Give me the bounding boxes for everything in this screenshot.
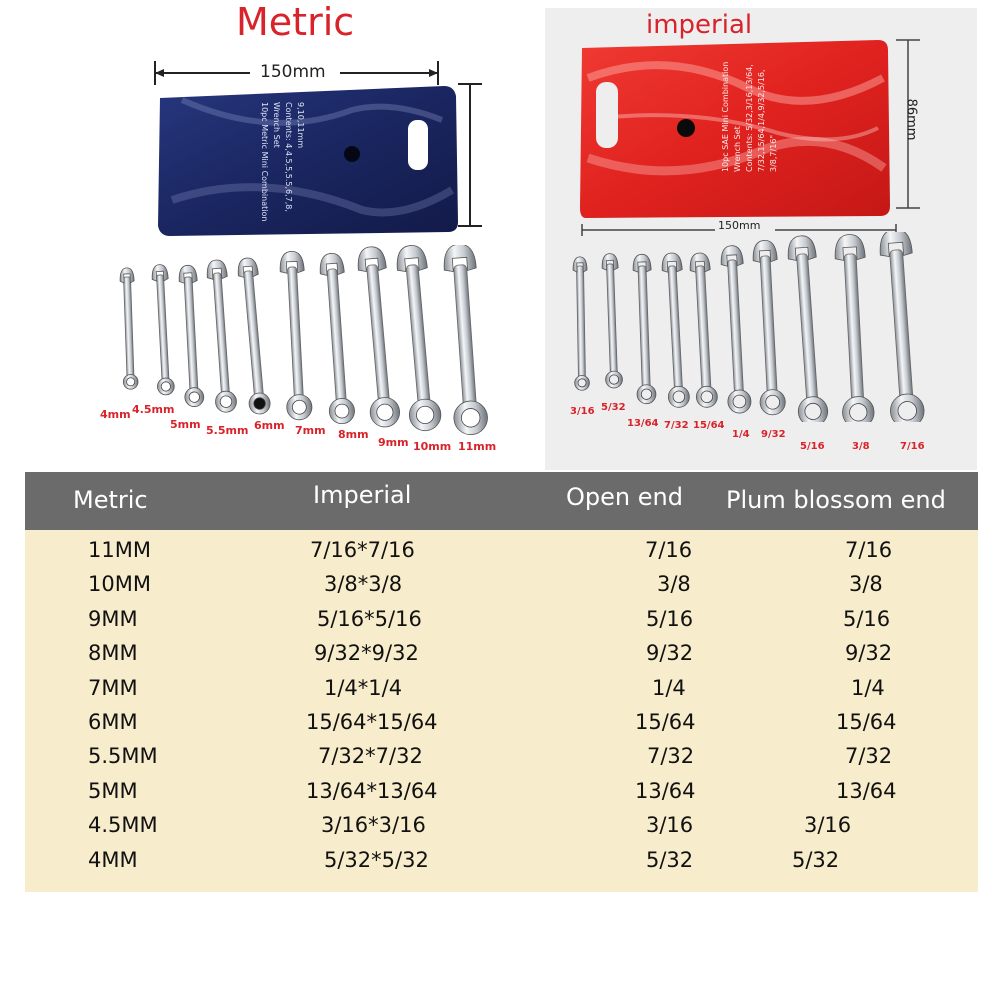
svg-text:Wrench Set: [272, 102, 281, 148]
imperial-wrench-label: 7/32: [664, 420, 689, 431]
cell-imperial: 15/64*15/64: [306, 710, 438, 734]
cell-plum-blossom-end: 15/64: [836, 710, 897, 734]
imperial-wrench-label: 1/4: [732, 429, 750, 440]
svg-text:9,10,11mm: [296, 102, 305, 148]
cell-open-end: 13/64: [635, 778, 696, 803]
cell-imperial: 9/32*9/32: [314, 641, 419, 666]
imperial-wrench: [689, 252, 718, 407]
cell-plum-blossom-end: 7/16: [845, 538, 893, 562]
cell-plum-blossom-end: 5/32: [792, 847, 840, 872]
imperial-wrench-label: 7/16: [900, 441, 925, 452]
size-conversion-table: [25, 472, 978, 892]
header-open-end: Open end: [566, 483, 683, 511]
imperial-wrench-label: 13/64: [627, 418, 659, 429]
imperial-pouch-line-2: Wrench Set: [733, 126, 742, 172]
metric-wrench: [206, 259, 238, 413]
imperial-wrench-label: 15/64: [693, 420, 725, 431]
metric-wrench-label: 4mm: [100, 408, 131, 421]
cell-open-end: 5/32: [646, 847, 694, 872]
table-header: [25, 472, 978, 530]
metric-wrench: [178, 265, 204, 407]
cell-metric: 11MM: [88, 538, 151, 562]
cell-metric: 10MM: [88, 572, 151, 597]
cell-metric: 7MM: [88, 675, 138, 700]
imperial-wrench-label: 5/16: [800, 441, 825, 452]
cell-plum-blossom-end: 13/64: [836, 778, 897, 803]
cell-imperial: 7/16*7/16: [310, 538, 415, 562]
imperial-width-label: 150mm: [718, 219, 761, 232]
cell-imperial: 7/32*7/32: [318, 744, 423, 769]
metric-wrench: [356, 246, 401, 429]
cell-imperial: 3/16*3/16: [321, 813, 426, 838]
imperial-wrench: [572, 257, 589, 391]
cell-open-end: 9/32: [646, 641, 694, 666]
metric-wrench: [236, 257, 271, 415]
cell-metric: 8MM: [88, 641, 138, 666]
cell-plum-blossom-end: 1/4: [851, 675, 885, 700]
metric-wrench-label: 9mm: [378, 436, 409, 449]
cell-metric: 5MM: [88, 778, 138, 803]
imperial-pouch-line-3: Contents: 5/32,3/16,13/64,: [745, 64, 754, 172]
imperial-wrench-label: 5/32: [601, 402, 626, 413]
metric-wrench-label: 5.5mm: [206, 424, 249, 437]
metric-wrench: [119, 268, 138, 390]
svg-text:10pc Metric Mini Combination: [260, 102, 269, 221]
metric-wrench-label: 6mm: [254, 419, 285, 432]
imperial-wrench-label: 3/16: [570, 406, 595, 417]
cell-plum-blossom-end: 3/8: [849, 572, 883, 597]
metric-wrench-label: 4.5mm: [132, 403, 175, 416]
svg-text:Contents: 4,4.5,5,5.5,6,7,8,: [284, 102, 293, 212]
metric-width-label: 150mm: [260, 62, 326, 82]
cell-metric: 5.5MM: [88, 744, 158, 769]
imperial-pouch-line-4: 7/32,15/64,1/4,9/32,5/16,: [757, 69, 766, 172]
cell-metric: 4.5MM: [88, 813, 158, 838]
cell-open-end: 7/16: [645, 538, 693, 562]
cell-plum-blossom-end: 9/32: [845, 641, 893, 666]
header-plum-blossom-end: Plum blossom end: [726, 486, 946, 514]
imperial-pouch-line-5: 3/8,7/16": [769, 134, 778, 172]
imperial-height-label: 86mm: [903, 98, 919, 141]
header-metric: Metric: [73, 486, 148, 514]
imperial-wrench-label: 3/8: [852, 441, 870, 452]
metric-pouch-line-1: 10pc Metric Mini Combination: [260, 102, 269, 222]
metric-pouch-line-2: Wrench Set: [272, 102, 281, 148]
metric-wrench-label: 11mm: [458, 440, 497, 453]
metric-pouch: [152, 80, 462, 238]
cell-plum-blossom-end: 3/16: [804, 813, 852, 838]
cell-metric: 6MM: [88, 710, 138, 734]
cell-open-end: 15/64: [635, 710, 696, 734]
svg-text:7/32,15/64,1/4,9/32,5/16,: [757, 69, 766, 172]
cell-metric: 4MM: [88, 847, 138, 872]
cell-metric: 9MM: [88, 606, 138, 631]
metric-wrench-label: 7mm: [295, 424, 326, 437]
cell-open-end: 3/8: [657, 572, 691, 597]
cell-open-end: 7/32: [647, 744, 695, 769]
metric-wrench-label: 5mm: [170, 418, 201, 431]
metric-title: Metric: [236, 0, 355, 44]
imperial-wrench-label: 9/32: [761, 429, 786, 440]
svg-text:10pc SAE Mini Combination: [721, 62, 730, 172]
imperial-wrench: [752, 240, 786, 416]
metric-wrench: [151, 264, 175, 395]
cell-open-end: 3/16: [646, 813, 694, 838]
cell-imperial: 5/16*5/16: [317, 606, 422, 631]
imperial-wrench: [632, 254, 656, 404]
metric-wrench: [395, 245, 443, 432]
cell-open-end: 5/16: [646, 606, 694, 631]
svg-text:Wrench Set: [733, 126, 742, 172]
cell-imperial: 5/32*5/32: [324, 847, 429, 872]
imperial-wrench: [661, 252, 690, 407]
imperial-wrench: [878, 232, 925, 422]
cell-plum-blossom-end: 7/32: [845, 744, 893, 769]
metric-wrench-label: 8mm: [338, 428, 369, 441]
metric-wrench: [318, 253, 355, 425]
imperial-pouch-line-1: 10pc SAE Mini Combination: [721, 61, 730, 172]
svg-text:Contents: 5/32,3/16,13/64,: [745, 64, 754, 172]
metric-wrench-label: 10mm: [413, 440, 452, 453]
imperial-wrench-set: [560, 232, 940, 422]
imperial-title: imperial: [646, 10, 753, 40]
metric-pouch-line-3: Contents: 4,4.5,5,5.5,6,7,8,: [284, 102, 293, 212]
imperial-wrench: [833, 234, 875, 422]
header-imperial: Imperial: [313, 481, 412, 509]
cell-imperial: 1/4*1/4: [324, 675, 403, 700]
imperial-wrench: [720, 245, 752, 414]
metric-pouch-line-4: 9,10,11mm: [296, 102, 305, 149]
svg-text:3/8,7/16": [769, 135, 778, 172]
cell-imperial: 3/8*3/8: [324, 572, 403, 597]
metric-wrench: [442, 245, 489, 435]
metric-wrench: [279, 251, 313, 421]
cell-plum-blossom-end: 5/16: [843, 606, 891, 631]
cell-imperial: 13/64*13/64: [306, 778, 438, 803]
imperial-pouch: [578, 38, 898, 220]
imperial-wrench: [786, 235, 829, 422]
imperial-wrench: [601, 253, 622, 388]
cell-open-end: 1/4: [652, 675, 686, 700]
